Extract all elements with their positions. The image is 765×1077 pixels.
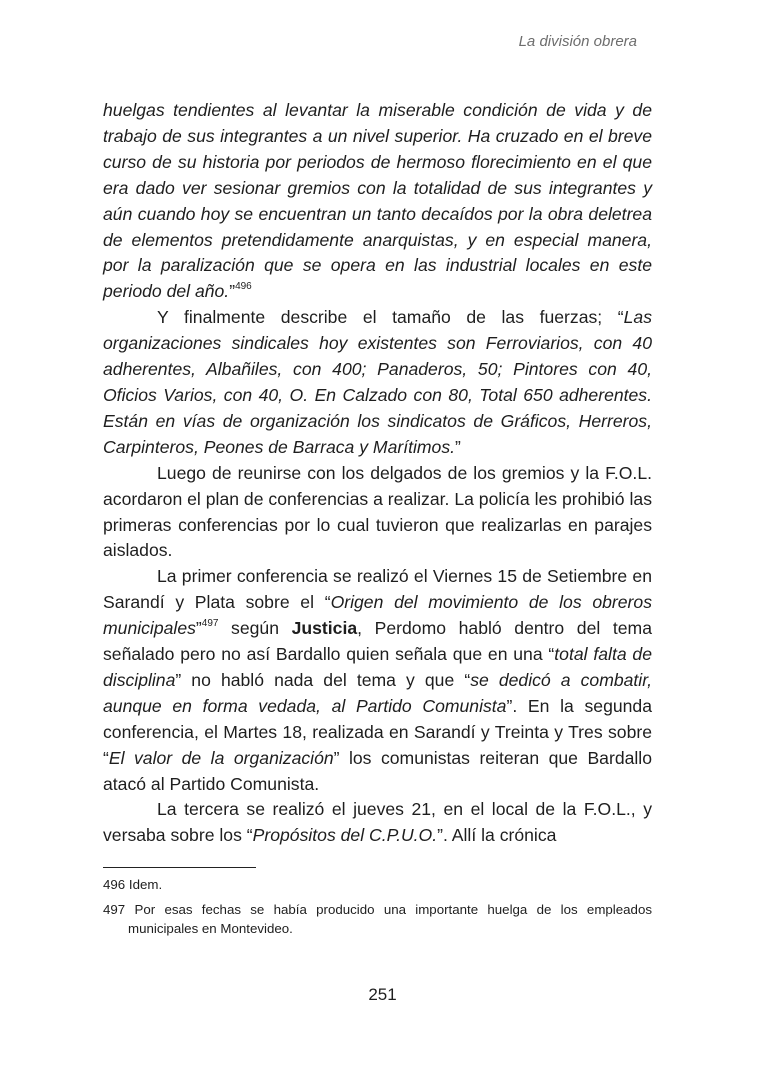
quote-text: Las organizaciones sindicales hoy existentes son Ferroviarios, con 40 adherentes, Albañiles, con 400; Panaderos, 50; Pintores con 40, Oficios Varios, con 40, O. En Calzado con 80, Total 650 adherentes. Están en vías de organización los sindicatos de Gráficos, Herreros, Carpinteros, Peones de Barraca y Marítimos.: [103, 307, 652, 457]
footnote-ref-497: 497: [201, 618, 219, 630]
paragraph-1: huelgas tendientes al levantar la miserable condición de vida y de trabajo de sus integrantes a un nivel superior. Ha cruzado en el breve curso de su historia por periodos de hermoso florecimiento en el que era dado ver sesionar gremios con la totalidad de sus integrantes y aún cuando hoy se encuentran un tanto decaídos por la obra deletrea de elementos pretendidamente anarquistas, y en especial manera, por la paralización que se opera en las industrial locales en este periodo del año.”$^{496}$: [103, 100, 652, 302]
footnotes: [103, 875, 652, 944]
quote-text: Propósitos del C.P.U.O.: [252, 825, 438, 846]
paragraph-3: Luego de reunirse con los delgados de los gremios y la F.O.L. acordaron el plan de conferencias a realizar. La policía les prohibió las primeras conferencias por lo cual tuvieron que realizarlas en parajes aislados.: [103, 462, 652, 561]
footnote-text: Por esas fechas se había producido una importante huelga de los empleados municipales en Montevideo.: [128, 902, 652, 936]
newspaper-name: Justicia: [291, 618, 358, 639]
quote-text: huelgas tendientes al levantar la miserable condición de vida y de trabajo de sus integrantes a un nivel superior. Ha cruzado en el breve curso de su historia por periodos de hermoso florecimiento en el que era dado ver sesionar gremios con la totalidad de sus integrantes y aún cuando hoy se encuentran un tanto decaídos por la obra deletrea de elementos pretendidamente anarquistas, y en especial manera, por la paralización que se opera en las industrial locales en este periodo del año.: [103, 100, 652, 302]
body-text: [103, 98, 652, 849]
footnote-number: 496: [103, 877, 126, 892]
quote-text: se dedicó a combatir, aunque en forma vedada, al Partido Comunista: [103, 669, 652, 716]
paragraph-2: Y finalmente describe el tamaño de las fuerzas; “Las organizaciones sindicales hoy existentes son Ferroviarios, con 40 adherentes, Albañiles, con 400; Panaderos, 50; Pintores con 40, Oficios Varios, con 40, O. En Calzado con 80, Total 650 adherentes. Están en vías de organización los sindicatos de Gráficos, Herreros, Carpinteros, Peones de Barraca y Marítimos.”: [103, 307, 652, 457]
paragraph-5: La tercera se realizó el jueves 21, en el local de la F.O.L., y versaba sobre los “Propósitos del C.P.U.O.”. Allí la crónica: [103, 799, 652, 846]
paragraph-4: La primer conferencia se realizó el Viernes 15 de Setiembre en Sarandí y Plata sobre el “Origen del movimiento de los obreros municipales”$^{497}$ según Justicia, Perdomo habló dentro del tema señalado pero no así Bardallo quien señala que en una “total falta de disciplina” no habló nada del tema y que “se dedicó a combatir, aunque en forma vedada, al Partido Comunista”. En la segunda conferencia, el Martes 18, realizada en Sarandí y Treinta y Tres sobre “El valor de la organización” los comunistas reiteran que Bardallo atacó al Partido Comunista.: [103, 566, 652, 794]
quote-text: El valor de la organización: [108, 747, 334, 768]
footnote-divider: [103, 867, 256, 868]
footnote-text: Idem.: [128, 877, 163, 892]
running-header: La división obrera: [518, 33, 637, 50]
footnote-number: 497: [103, 902, 126, 917]
quote-text: total falta de disciplina: [103, 644, 652, 690]
footnote-497: [103, 900, 652, 938]
page-number: 251: [368, 985, 397, 1004]
quote-text: Origen del movimiento de los obreros municipales: [103, 592, 652, 639]
footnote-ref-496: 496: [235, 281, 252, 293]
footnote-496: [103, 875, 652, 894]
